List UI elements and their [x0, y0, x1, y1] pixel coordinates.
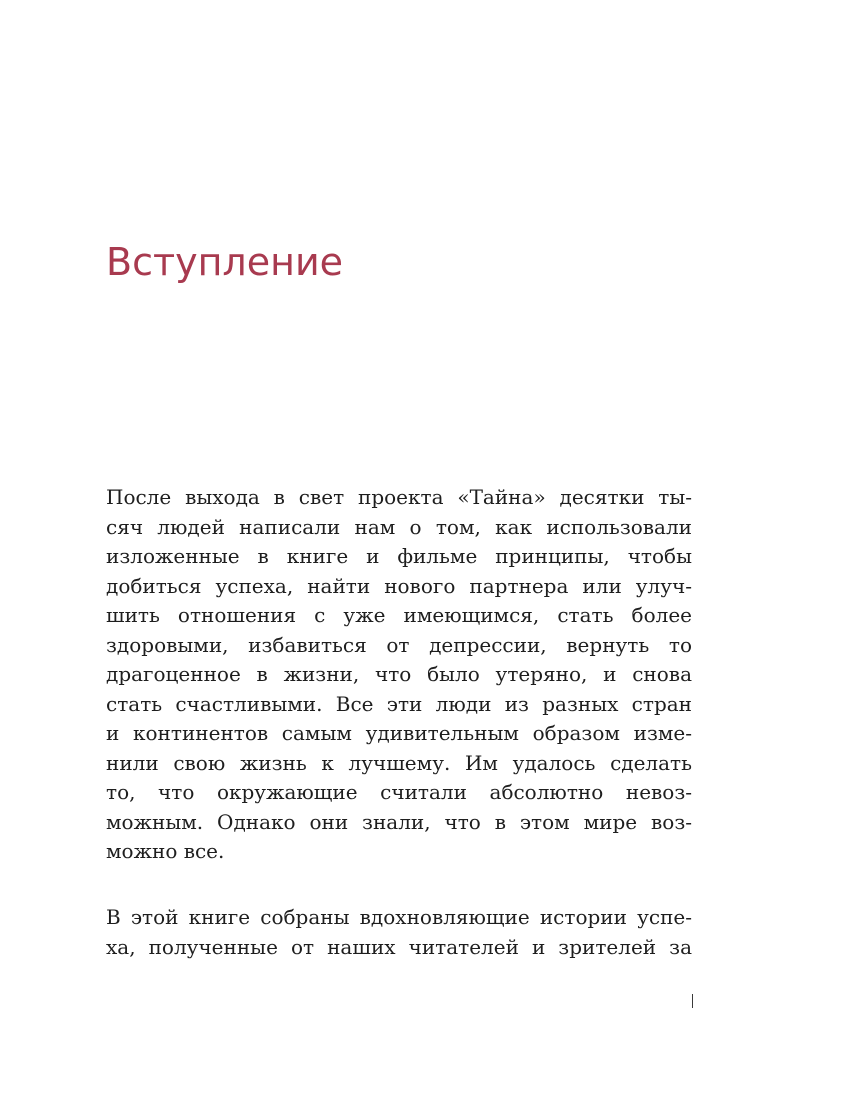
page-edge-marker	[692, 994, 693, 1008]
text-line: здоровыми, избавиться от депрессии, вернуть то	[106, 632, 692, 657]
text-line: можным. Однако они знали, что в этом мире воз-	[106, 809, 692, 834]
text-line: сяч людей написали нам о том, как использовали	[106, 514, 692, 539]
text-line: добиться успеха, найти нового партнера или улуч-	[106, 573, 692, 598]
paragraph-1	[106, 483, 692, 867]
text-line: После выхода в свет проекта «Тайна» десятки ты-	[106, 485, 692, 509]
text-line: можно все.	[106, 839, 225, 863]
text-line: изложенные в книге и фильме принципы, чтобы	[106, 544, 692, 568]
text-line: то, что окружающие считали абсолютно невоз-	[106, 780, 692, 804]
text-line: нили свою жизнь к лучшему. Им удалось сделать	[106, 750, 692, 775]
text-line: и континентов самым удивительным образом изме-	[106, 721, 692, 745]
paragraph-2	[106, 903, 692, 962]
text-line: стать счастливыми. Все эти люди из разных стран	[106, 691, 692, 716]
chapter-title: Вступление	[106, 240, 344, 284]
text-line: драгоценное в жизни, что было утеряно, и снова	[106, 662, 692, 686]
text-line: шить отношения с уже имеющимся, стать более	[106, 603, 692, 627]
text-line: ха, полученные от наших читателей и зрителей за	[106, 934, 692, 959]
text-line: В этой книге собраны вдохновляющие истории успе-	[106, 905, 692, 929]
